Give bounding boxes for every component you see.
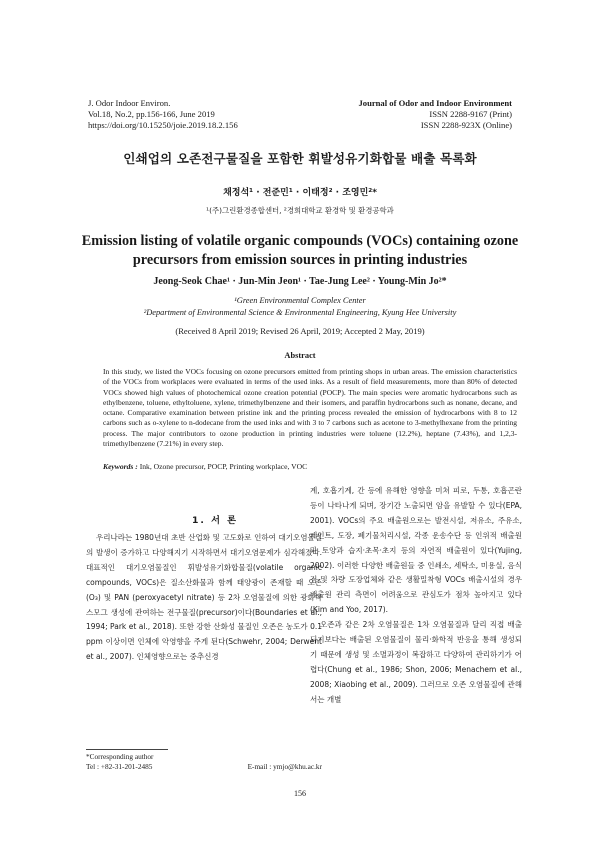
paragraph: 오존과 같은 2차 오염물질은 1차 오염물질과 달리 직접 배출되기보다는 배출된 오염물질이 물리·화학적 반응을 통해 생성되기 때문에 생성 및 소멸과정이 복잡하고 다양하여 관리하기가 어렵다(Chung et al., 1986; Shon, 2006; Menachem et al., 2008; Xiaobing et al., 2009). 그러므로 오존 오염물질에 관해서는 개별 (310, 620, 522, 704)
doi-link[interactable]: https://doi.org/10.15250/joie.2019.18.2.156 (88, 120, 238, 130)
body-column-right (310, 484, 522, 708)
page-number: 156 (294, 789, 306, 798)
english-title: Emission listing of volatile organic compounds (VOCs) containing ozone precursors from emission sources in printing industries (81, 233, 519, 268)
volume-info: Vol.18, No.2, pp.156-166, June 2019 (88, 109, 215, 119)
author-email[interactable]: E-mail : ymjo@khu.ac.kr (247, 762, 322, 771)
corresponding-author-label: *Corresponding author (86, 752, 154, 761)
korean-authors: 채정석¹ · 전준민¹ · 이태정² · 조영민²* (223, 188, 377, 198)
abstract-heading: Abstract (284, 351, 316, 360)
korean-affiliations: ¹(주)그린환경종합센터, ²경희대학교 환경학 및 환경공학과 (206, 206, 394, 215)
paragraph: 계, 호흡기계, 간 등에 유해한 영향을 미쳐 피로, 두통, 호흡곤란 등이 나타나게 되며, 장기간 노출되면 암을 유발할 수 있다(EPA, 2001). VOCs의 주요 배출원으로는 발전시설, 저유소, 주유소, 페인트, 도장, 폐기물처리시설, 각종 운송수단 등 인위적 배출원과 토양과 습지·초목·초지 등의 자연적 배출원이 있다(Yujing, 2002). 이러한 다양한 배출원들 중 인쇄소, 세탁소, 미용실, 음식점 및 차량 도장업체와 같은 생활밀착형 VOCs 배출시설의 경우 배출원 관리 측면이 어려움으로 관심도가 점차 높아지고 있다(Kim and Yoo, 2017). (310, 486, 522, 615)
journal-abbrev: J. Odor Indoor Environ. (88, 98, 171, 108)
keywords-list: Ink, Ozone precursor, POCP, Printing workplace, VOC (137, 462, 308, 471)
journal-header-left (88, 98, 238, 131)
affiliation-1: ¹Green Environmental Complex Center (234, 296, 366, 305)
keywords (103, 462, 517, 471)
footnote-divider (86, 749, 168, 750)
korean-title: 인쇄업의 오존전구물질을 포함한 휘발성유기화합물 배출 목록화 (123, 151, 477, 166)
journal-header-right (358, 98, 512, 131)
author-tel: Tel : +82-31-201-2485 (86, 762, 153, 771)
journal-title: Journal of Odor and Indoor Environment (358, 98, 512, 108)
keywords-label: Keywords : (103, 462, 138, 471)
affiliation-2: ²Department of Environmental Science & Environmental Engineering, Kyung Hee University (143, 308, 457, 317)
issn-print: ISSN 2288-9167 (Print) (429, 109, 512, 119)
english-authors: Jeong-Seok Chae¹ · Jun-Min Jeon¹ · Tae-Jung Lee² · Young-Min Jo²* (153, 276, 447, 287)
paragraph: 우리나라는 1980년대 초반 산업화 및 고도화로 인하여 대기오염물질의 발생이 증가하고 다양해지기 시작하면서 대기오염문제가 심각해졌다. 대표적인 대기오염물질인 휘발성유기화합물질(volatile organic compounds, VOCs)은 질소산화물과 함께 태양광이 존재할 때 오존(O₃) 및 PAN (peroxyacetyl nitrate) 등 2차 오염물질에 의한 광화학 스모그 생성에 관여하는 전구물질(precursor)이다(Boundaries et al., 1994; Park et al., 2018). 또한 강한 산화성 물질인 오존은 농도가 0.1 ppm 이상이면 인체에 악영향을 주게 된다(Schwehr, 2004; Derwent et al., 2007). 인체영향으로는 중추신경 (86, 533, 322, 662)
abstract-text: In this study, we listed the VOCs focusing on ozone precursors emitted from printing shops in urban areas. The emission characteristics of the VOCs from workplaces were evaluated in terms of the used inks. As a result of field measurements, more than 80% of detected VOCs showed high values of photochemical ozone creation potential (POCP). The main species were aromatic hydrocarbons such as ethylbenzene, toluene, ethyltoluene, xylene, trimethylbenzene and their isomers, and paraffin hydrocarbons such as nonane, decane, and octane. Comparative examination between pristine ink and the printing process revealed the emission of hydrocarbons with 8 to 12 carbons such as o-xylene to n-dodecane from the used inks and with 3 to 7 carbons such as acetone to 3-methylhexane from the printing process. The major contributors to ozone production in printing industries were toluene (12.2%), heptane (7.43%), and 1,2,3-trimethylbenzene (7.21%) in every step. (103, 367, 517, 449)
issn-online: ISSN 2288-923X (Online) (420, 120, 512, 130)
footnote (86, 752, 322, 772)
section-heading-introduction: 1. 서 론 (191, 515, 239, 526)
body-column-left (86, 531, 322, 665)
received-dates: (Received 8 April 2019; Revised 26 April, 2019; Accepted 2 May, 2019) (175, 326, 425, 336)
english-affiliations (0, 295, 600, 319)
